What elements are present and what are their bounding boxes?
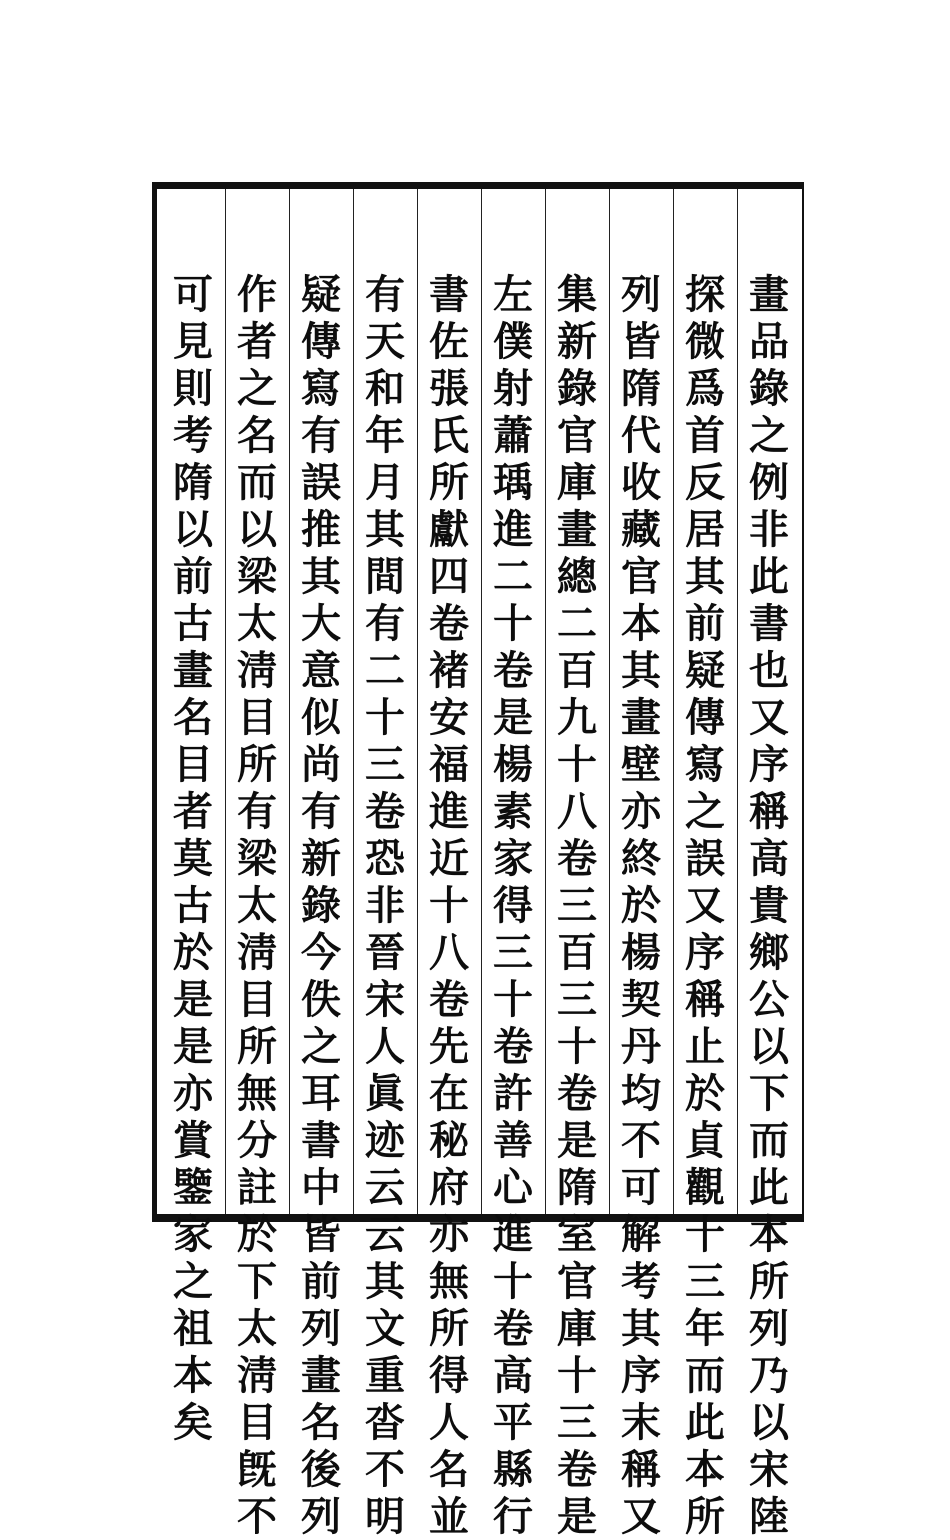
text-column: 左 僕 射 蕭 瑀 進 二 十 卷 是 楊 素 家 得 三 十 卷 許 善 心 進 十 卷 高 平 縣 行 (493, 271, 533, 1540)
column-rule (481, 189, 482, 1214)
text-column: 可 見 則 考 隋 以 前 古 畫 名 目 者 莫 古 於 是 是 亦 賞 鑒 家 之 祖 本 矣 (173, 271, 213, 1446)
text-frame (152, 182, 804, 1540)
column-rule (673, 189, 674, 1214)
column-rule (417, 189, 418, 1214)
column-rule (545, 189, 546, 1214)
text-column: 作 者 之 名 而 以 梁 太 淸 目 所 有 梁 太 淸 目 所 無 分 註 於 下 太 淸 目 旣 不 (237, 271, 277, 1540)
column-rule (353, 189, 354, 1214)
text-column: 畫 品 錄 之 例 非 此 書 也 又 序 稱 高 貴 鄉 公 以 下 而 此 本 所 列 乃 以 宋 陸 (749, 271, 789, 1540)
column-rule (609, 189, 610, 1214)
column-rule (225, 189, 226, 1214)
column-rule (289, 189, 290, 1214)
text-column: 集 新 錄 官 庫 畫 總 二 百 九 十 八 卷 三 百 三 十 卷 是 隋 室 官 庫 十 三 卷 是 (557, 271, 597, 1540)
text-column: 書 佐 張 氏 所 獻 四 卷 褚 安 福 進 近 十 八 卷 先 在 秘 府 亦 無 所 得 人 名 並 (429, 271, 469, 1540)
column-rule (737, 189, 738, 1214)
text-column: 探 微 爲 首 反 居 其 前 疑 傳 寫 之 誤 又 序 稱 止 於 貞 觀 十 三 年 而 此 本 所 (685, 271, 725, 1540)
text-column: 有 天 和 年 月 其 間 有 二 十 三 卷 恐 非 晉 宋 人 眞 迹 云 云 其 文 重 沓 不 明 (365, 271, 405, 1540)
text-column: 列 皆 隋 代 收 藏 官 本 其 畫 壁 亦 終 於 楊 契 丹 均 不 可 解 考 其 序 末 稱 又 (621, 271, 661, 1540)
text-column: 疑 傳 寫 有 誤 推 其 大 意 似 尚 有 新 錄 今 佚 之 耳 書 中 皆 前 列 畫 名 後 列 (301, 271, 341, 1540)
